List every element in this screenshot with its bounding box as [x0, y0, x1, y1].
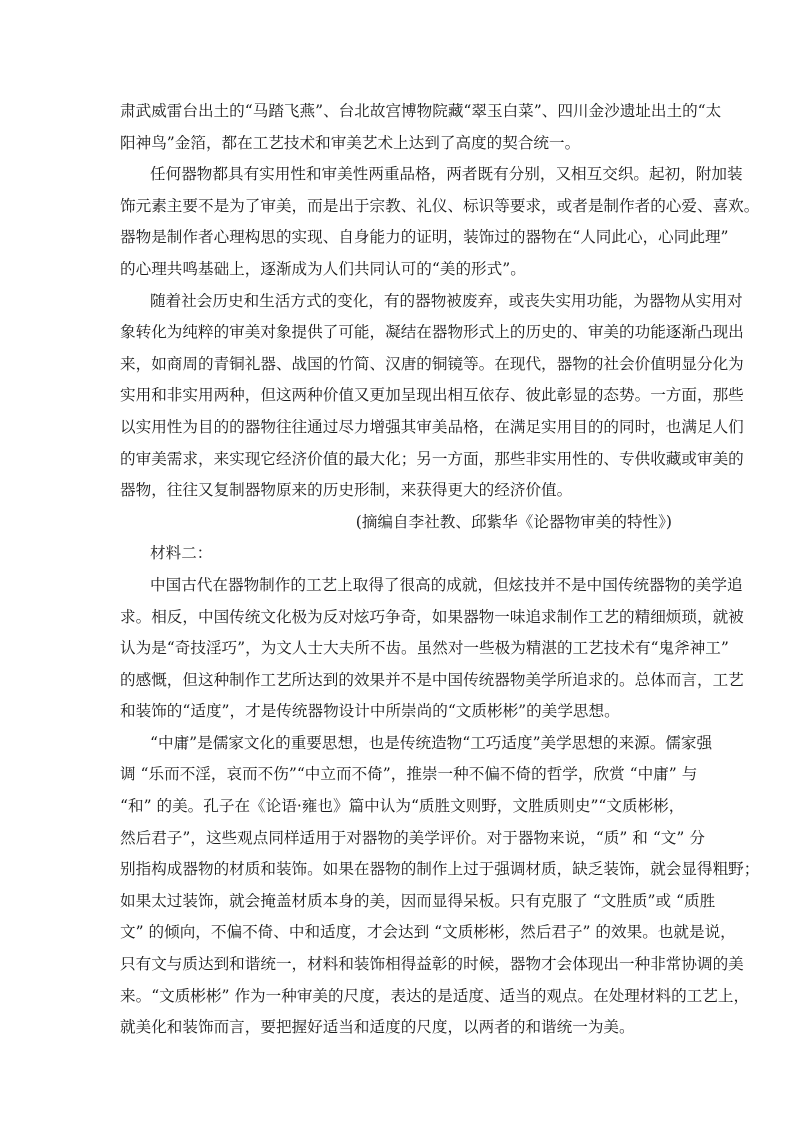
text-line: 器物，往往又复制器物原来的历史形制，来获得更大的经济价值。	[120, 481, 573, 500]
text-line: 如果太过装饰，就会掩盖材质本身的美，因而显得呆板。只有克服了 “文胜质”或 “质胜	[120, 891, 716, 910]
text-line: 以实用性为目的的器物往往通过尽力增强其审美品格，在满足实用目的的同时，也满足人们	[120, 417, 744, 436]
text-line: 然后君子”，这些观点同样适用于对器物的美学评价。对于器物来说，“质” 和 “文” 分	[120, 828, 705, 847]
text-line: “中庸”是儒家文化的重要思想，也是传统造物“工巧适度”美学思想的来源。儒家强	[150, 733, 713, 752]
text-line: 来。“文质彬彬” 作为一种审美的尺度，表达的是适度、适当的观点。在处理材料的工艺上，	[120, 986, 750, 1005]
text-line: 认为是“奇技淫巧”，为文人士大夫所不齿。虽然对一些极为精湛的工艺技术有“鬼斧神工”	[120, 639, 729, 658]
text-line: 饰元素主要不是为了审美，而是出于宗教、礼仪、标识等要求，或者是制作者的心爱、喜欢。	[120, 196, 760, 215]
text-line: 和装饰的“适度”，才是传统器物设计中所崇尚的“文质彬彬”的美学思想。	[120, 702, 620, 721]
text-line: 调 “乐而不淫，哀而不伤”“中立而不倚”，推崇一种不偏不倚的哲学，欣赏 “中庸” 与	[120, 765, 698, 784]
paragraph-3	[120, 286, 744, 507]
text-line: 只有文与质达到和谐统一，材料和装饰相得益彰的时候，器物才会体现出一种非常协调的美	[120, 955, 744, 974]
text-line: 象转化为纯粹的审美对象提供了可能，凝结在器物形式上的历史的、审美的功能逐渐凸现出	[120, 323, 744, 342]
text-line: 别指构成器物的材质和装饰。如果在器物的制作上过于强调材质，缺乏装饰，就会显得粗野；	[120, 860, 760, 879]
text-line: 随着社会历史和生活方式的变化，有的器物被废弃，或丧失实用功能，为器物从实用对	[150, 291, 743, 310]
text-line: 实用和非实用两种，但这两种价值又更加呈现出相互依存、彼此彰显的态势。一方面，那些	[120, 386, 744, 405]
text-line: 肃武威雷台出土的“马踏飞燕”、台北故宫博物院藏“翠玉白菜”、四川金沙遗址出土的“太	[120, 102, 722, 120]
paragraph-1	[120, 96, 722, 159]
source-citation: (摘编自李社教、邱紫华《论器物审美的特性》)	[355, 512, 672, 531]
text-line: 任何器物都具有实用性和审美性两重品格，两者既有分别，又相互交织。起初，附加装	[150, 165, 743, 184]
paragraph-5	[120, 728, 760, 1044]
text-line: 求。相反，中国传统文化极为反对炫巧争奇，如果器物一味追求制作工艺的精细烦琐，就被	[120, 607, 744, 626]
text-line: 的心理共鸣基础上，逐渐成为人们共同认可的“美的形式”。	[120, 259, 526, 278]
text-line: 阳神鸟”金箔，都在工艺技术和审美艺术上达到了高度的契合统一。	[120, 133, 581, 152]
text-line: 的感慨，但这种制作工艺所达到的效果并不是中国传统器物美学所追求的。总体而言，工艺	[120, 670, 744, 689]
paragraph-2	[120, 159, 760, 285]
text-line: 来，如商周的青铜礼器、战国的竹简、汉唐的铜镜等。在现代，器物的社会价值明显分化为	[120, 354, 744, 373]
text-line: 的审美需求，来实现它经济价值的最大化；另一方面，那些非实用性的、专供收藏或审美的	[120, 449, 744, 468]
text-line: 中国古代在器物制作的工艺上取得了很高的成就，但炫技并不是中国传统器物的美学追	[150, 575, 743, 594]
document-page	[120, 96, 760, 1044]
section-heading: 材料二：	[150, 544, 213, 563]
paragraph-4	[120, 570, 744, 728]
text-line: 器物是制作者心理构思的实现、自身能力的证明，装饰过的器物在“人同此心，心同此理”	[120, 228, 729, 247]
text-line: 就美化和装饰而言，要把握好适当和适度的尺度，以两者的和谐统一为美。	[120, 1018, 635, 1037]
text-line: “和” 的美。孔子在《论语·雍也》篇中认为“质胜文则野，文胜质则史”“文质彬彬，	[120, 797, 685, 816]
text-line: 文” 的倾向，不偏不倚、中和适度，才会达到 “文质彬彬，然后君子” 的效果。也就是说，	[120, 923, 736, 942]
